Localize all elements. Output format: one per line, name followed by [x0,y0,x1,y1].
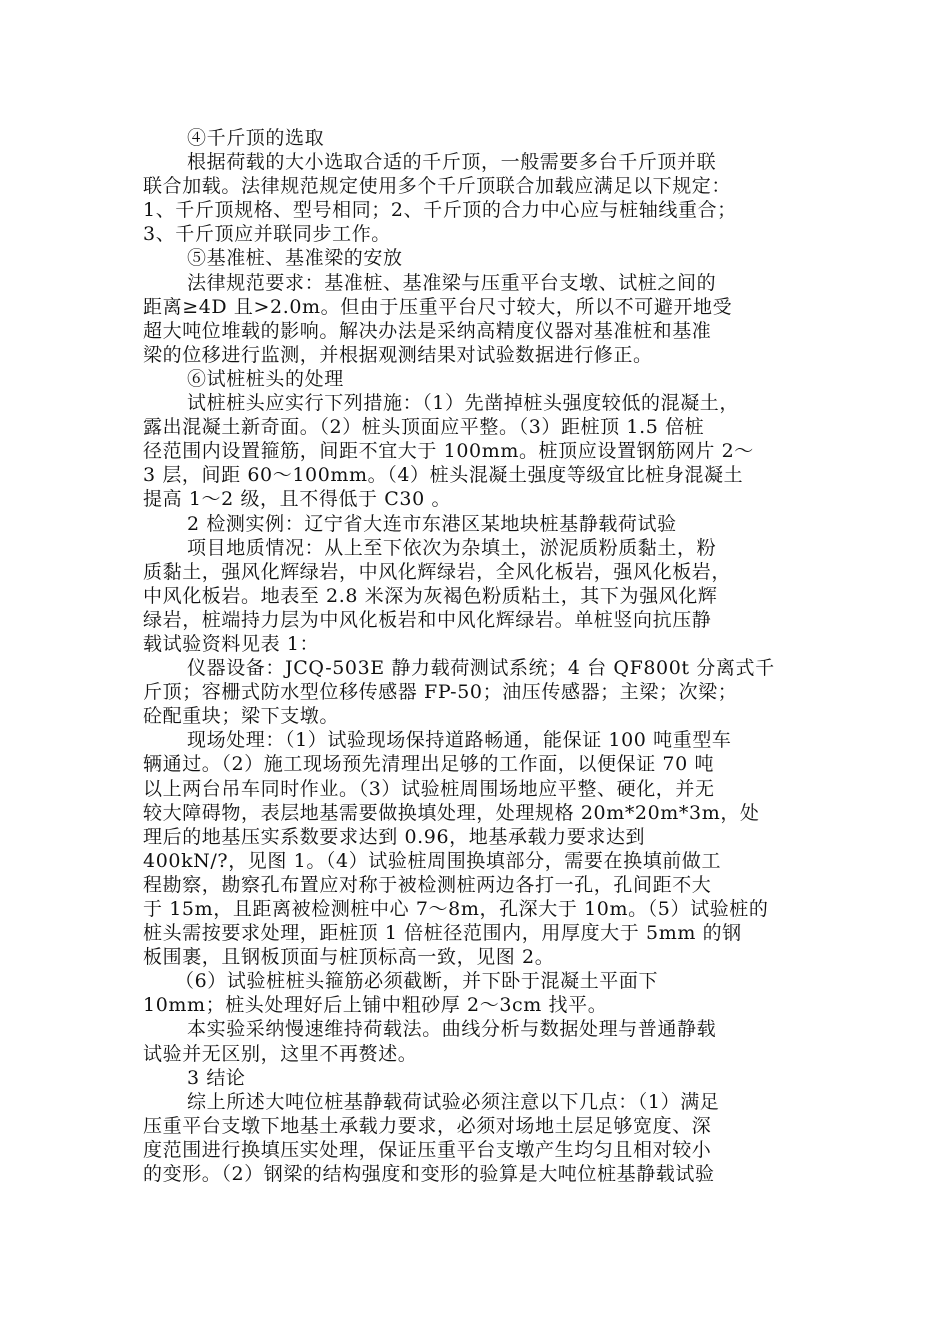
paragraph-line: 提高 1～2 级，且不得低于 C30 。 [143,488,452,511]
paragraph-line: 超大吨位堆载的影响。解决办法是采纳高精度仪器对基准桩和基准 [143,319,712,342]
paragraph-line: 400kN/?，见图 1。（4）试验桩周围换填部分，需要在换填前做工 [143,849,722,872]
section-heading-example: 2 检测实例：辽宁省大连市东港区某地块桩基静载荷试验 [187,512,677,535]
paragraph-line: 联合加载。法律规范规定使用多个千斤顶联合加载应满足以下规定： [143,175,732,198]
paragraph-line: 仪器设备：JCQ-503E 静力载荷测试系统；4 台 QF800t 分离式千 [187,657,775,680]
paragraph-line: 本实验采纳慢速维持荷载法。曲线分析与数据处理与普通静载 [187,1018,717,1041]
paragraph-line: 以上两台吊车同时作业。（3）试验桩周围场地应平整、硬化，并无 [143,777,715,800]
paragraph-line: （6）试验桩桩头箍筋必须截断，并下卧于混凝土平面下 [175,970,659,993]
paragraph-line: 砼配重块；梁下支墩。 [143,705,340,728]
paragraph-line: 的变形。（2）钢梁的结构强度和变形的验算是大吨位桩基静载试验 [143,1163,715,1186]
section-heading-conclusion: 3 结论 [187,1066,246,1089]
paragraph-line: 辆通过。（2）施工现场预先清理出足够的工作面，以便保证 70 吨 [143,753,715,776]
paragraph-line: 3 层，间距 60～100mm。（4）桩头混凝土强度等级宜比桩身混凝土 [143,464,744,487]
paragraph-line: 绿岩，桩端持力层为中风化板岩和中风化辉绿岩。单桩竖向抗压静 [143,608,712,631]
paragraph-line: 现场处理：（1）试验现场保持道路畅通，能保证 100 吨重型车 [187,729,732,752]
paragraph-line: 梁的位移进行监测，并根据观测结果对试验数据进行修正。 [143,343,653,366]
paragraph-line: 径范围内设置箍筋，间距不宜大于 100mm。桩顶应设置钢筋网片 2～ [143,440,754,463]
paragraph-line: 中风化板岩。地表至 2.8 米深为灰褐色粉质粘土，其下为强风化辉 [143,584,718,607]
paragraph-line: 于 15m，且距离被检测桩中心 7～8m，孔深大于 10m。（5）试验桩的 [143,898,769,920]
heading-reference-pile: ⑤基准桩、基准梁的安放 [187,247,403,270]
paragraph-line: 板围裹，且钢板顶面与桩顶标高一致，见图 2。 [143,946,555,969]
heading-pile-head: ⑥试桩桩头的处理 [187,367,344,390]
paragraph-line: 试验并无区别，这里不再赘述。 [143,1042,418,1065]
paragraph-line: 距离≥4D 且>2.0m。但由于压重平台尺寸较大，所以不可避开地受 [143,295,733,318]
paragraph-line: 根据荷载的大小选取合适的千斤顶，一般需要多台千斤顶并联 [187,151,717,174]
paragraph-line: 载试验资料见表 1： [143,632,320,655]
paragraph-line: 3、千斤顶应并联同步工作。 [143,223,391,246]
paragraph-line: 露出混凝土新奇面。（2）桩头顶面应平整。（3）距桩顶 1.5 倍桩 [143,416,705,439]
paragraph-line: 综上所述大吨位桩基静载荷试验必须注意以下几点：（1）满足 [187,1090,720,1113]
paragraph-line: 桩头需按要求处理，距桩顶 1 倍桩径范围内，用厚度大于 5mm 的钢 [143,922,742,945]
paragraph-line: 法律规范要求：基准桩、基准梁与压重平台支墩、试桩之间的 [187,271,717,294]
document-body [143,126,807,1186]
heading-jack-selection: ④千斤顶的选取 [187,127,325,149]
paragraph-line: 质黏土，强风化辉绿岩，中风化辉绿岩，全风化板岩，强风化板岩， [143,560,732,583]
paragraph-line: 压重平台支墩下地基土承载力要求，必须对场地土层足够宽度、深 [143,1114,712,1137]
paragraph-line: 10mm；桩头处理好后上铺中粗砂厚 2～3cm 找平。 [143,994,608,1017]
paragraph-line: 项目地质情况：从上至下依次为杂填土，淤泥质粉质黏土，粉 [187,536,717,559]
paragraph-line: 较大障碍物，表层地基需要做换填处理，处理规格 20m*20m*3m，处 [143,801,760,824]
paragraph-line: 度范围进行换填压实处理，保证压重平台支墩产生均匀且相对较小 [143,1138,712,1161]
paragraph-line: 程勘察，勘察孔布置应对称于被检测桩两边各打一孔，孔间距不大 [143,873,712,896]
paragraph-line: 试桩桩头应实行下列措施：（1）先凿掉桩头强度较低的混凝土， [187,392,739,415]
paragraph-line: 理后的地基压实系数要求达到 0.96，地基承载力要求达到 [143,825,646,848]
paragraph-line: 斤顶；容栅式防水型位移传感器 FP-50；油压传感器；主梁；次梁； [143,681,738,704]
paragraph-line: 1、千斤顶规格、型号相同；2、千斤顶的合力中心应与桩轴线重合； [143,199,737,222]
